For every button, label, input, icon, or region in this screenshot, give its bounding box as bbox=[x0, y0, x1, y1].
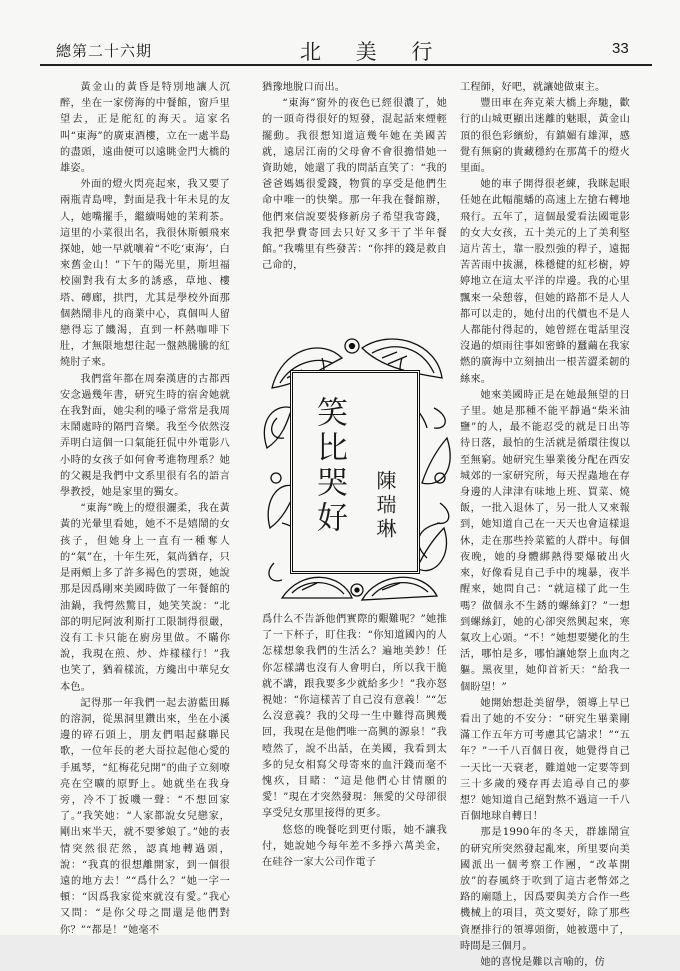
paragraph: 她來美國時正是在她最無望的日子里。她是那種不能平靜過“柴米油鹽”的人，最不能忍受的就是日出等待日落，最怕的生活就是循環往復以至無窮。她研究生畢業後分配在西安城郊的一家研究所，每天捏蟲地在存身邊的人津津有味地上班、買菜、燒飯，一批入退休了，另一批人又來報到，她知道自己在一天天也會這樣退休，走在那些拎菜籃的人群中。每個夜晚，她的身體綁熱得要爆破出火來，好像看見自己手中的塊暴，夜半醒來，她問自己：“就這樣了此一生嗎？做個永不生銹的螺絲釘？”一想到螺絲釘，她的心卻突然興起來，寒氣攻上心頭。“不！”她想要變化的生活，哪怕是多，哪怕讓她祭上血肉之軀。黑夜里，她仰首祈天：“給我一個盼望！” bbox=[460, 389, 630, 693]
paragraph: 猶豫地脫口而出。 bbox=[262, 82, 346, 93]
article-title: 笑比哭好 bbox=[311, 396, 347, 536]
page-header bbox=[0, 36, 680, 66]
paragraph: 她的車子開得很老練，我眯起眼任她在此幅龍蟠的高速上左搶右轉地飛行。五年了，這個最愛看法國電影的女大女孩，五十美元的上了美利堅這片苦土，靠一股烈強的稈子，遠掘苦苦雨中拔濕，株穩健的紅杉樹，婷婷地立在這太平洋的岸邊。我的心里飄來一朵憩蓉，但她的路都不是人人都可以走的，她付出的代價也不是人人都能付得起的，她曾經在電話里沒沒過的煩雨往事如密蜂的蠶繭在我家燃的廣海中立刻抽出一根苦澀柔韌的絲來。 bbox=[460, 179, 630, 385]
text-column-1 bbox=[60, 80, 230, 936]
issue-label: 總第二十六期 bbox=[56, 42, 153, 60]
paragraph: 黃金山的黃昏是特別地讓人沉醉，坐在一家傍海的中餐館，窗戶里望去，正是舵紅的海天。這家名叫“東海”的廣東酒樓，立在一處半島的盡頭，遠曲便可以遠眺金門大橋的雄姿。 bbox=[60, 82, 230, 175]
paragraph: 爲什么不告訴他們實際的艱難呢？”她推了一下杯子，盯住我：“你知道國內的人怎樣想象我們的生活么？遍地美鈔！任你怎樣講也沒有人會明白，所以我干脆就不講，跟我要多少就給多少！”我亦怒視她：“你這樣苦了自己沒有意義！”“怎么沒意義？我的父母一生中難得高興幾回，我現在是他們唯一高興的源泉！”我噎然了，說不出話，在美國，我看到太多的兒女相寫父母寄來的血汗錢而毫不愧疚，目睹：“這是他們心甘情願的愛！”現在才突然發現：無愛的父母卻很享受兒女那里接得的更多。 bbox=[262, 614, 447, 820]
article-author: 陳瑞琳 bbox=[373, 470, 397, 542]
paragraph: “東海”窗外的夜色已經很濃了，她的一頭奇得很好的短發，混起話來煙輕擺動。我很想知道這幾年她在美國苦就，遠居江南的父母會不會很擔惜她一資助她，她還了我的問話直笑了：“我的爸爸媽媽很愛錢，物質的享受是他們生命中唯一的快樂。那一年我在餐館辦，他們來信說要裝修新房子希望我寄錢，我把學費寄回去只好又多干了半年餐館。”我嘴里有些發苦：“你拌的錢是救自己命的， bbox=[262, 98, 447, 272]
paragraph: 外面的燈火閃亮起來，我又要了兩瓶青島啤，對面是我十年未見的友人，她嘴擺手，繼續喝她的茉莉茶。這里的小菜很出名，我很休斯頓飛來探她，她一早就嚷着“不吃‘東海’，白來舊金山！”下午的陽光里，斯坦福校園對我有太多的誘惑，草地、樓塔、磚廊，拱門，尤其是學校外面那個熱鬧非凡的商業中心，真個叫人留戀得忘了饑渴，直到一杯熱咖啡下肚，才無限地想往起一盤熱騰騰的紅燒肘子來。 bbox=[60, 179, 230, 369]
paragraph: 豐田車在奔克萊大橋上奔馳，歡行的山城更顯出迷離的魅眼，黃金山頂的很色彩繽紛，有鎮媚有雄渾，感覺有無窮的貴藏穩約在那萬千的燈火里面。 bbox=[460, 98, 630, 175]
text-column-2-top bbox=[262, 80, 447, 330]
column-title: 北 美 行 bbox=[300, 40, 447, 64]
text-column-3 bbox=[460, 80, 630, 968]
paragraph: “東海”晚上的燈很灑柔，我在黃黃的光暈里看她，她不不是嬉鬧的女孩子，但她身上一直有一種奪人的“氣”在，十年生死，氣尚猶存，只是兩頰上多了許多褐色的雲斑，她說那是因爲剛來美國時做了一年餐館的油鍋，我愕然驚目，她笑笑說：“北部的明尼阿波利斯打工限制得很嚴，沒有工卡只能在廚房里做。不瞞你說，我現在煎、炒、炸樣樣行！”我也笑了，猶着樣流，方纔出中華兒女本色。 bbox=[60, 503, 230, 693]
paragraph: 她開始想赴美留學，領導上早已看出了她的不安分：“研究生畢業剛滿工作五年方可考慮其它請求！”“五年？”一千八百個日夜，她覺得自己一天比一天衰老，難道她一定要等到三十多歲的殘存再去追尋自己的夢想？她知道自己絕對熬不過這一千八百個地球自轉日！ bbox=[460, 697, 630, 823]
page-number: 33 bbox=[612, 40, 629, 57]
header-rule bbox=[40, 64, 652, 66]
paragraph: 我們當年都在周秦漢唐的古都西安念過幾年書，研究生時的宿舍她就在我對面，她尖利的嗓子常常是我周末鬧處時的隔門音樂。我至今依然沒弄明白這個一口氣能狂侃中外電影八小時的女孩子如何會考進物理系？她的父親是我們中文系里很有名的語言學教授，她是家里的獨女。 bbox=[60, 373, 230, 499]
paragraph: 工程師，好吧，就讓她做東主。 bbox=[460, 82, 606, 93]
paragraph: 記得那一年我們一起去游藍田縣的溶洞，從黑洞里鑽出來，坐在小溪邊的碎石頭上，朋友們唱起蘇聯民歌，一位年長的老大哥拉起他心愛的手風琴，“紅梅花兒開”的曲子立刻嘹亮在空曠的原野上。她就坐在我身旁，冷不丁扳嘰一聲：“不想回家了。”我笑她：“人家都說女兒戀家，剛出來半天，就不要爹娘了。”她的表情突然很茫然，認真地轉過頭，說：“我真的很想離開家，到一個很遠的地方去！”“爲什么？”她一字一頓：“因爲我家從來就沒有愛。”我心又問：“是你父母之間還是他們對你？”“都是！”她毫不 bbox=[60, 697, 230, 936]
paragraph: 悠悠的晚餐吃到更付賬，她不讓我付，她說她今每年差不多掙六萬美金，在硅谷一家大公司作電子 bbox=[262, 824, 447, 869]
paragraph: 那是1990年的冬天，群雄鬧宣的研究所突然發起亂來，所里要向美國派出一個考察工作團，“改革開放”的春風終于吹到了這古老幣郊之路的廟隱上，因爲要與美方合作一些機械上的項目，英文要好，除了那些資歷排行的領導頭銜，她被選中了，時間是三個月。 bbox=[460, 827, 630, 952]
text-column-2-bottom bbox=[262, 612, 447, 872]
paragraph: 她的喜悅是難以言喻的，仿 bbox=[480, 956, 606, 968]
